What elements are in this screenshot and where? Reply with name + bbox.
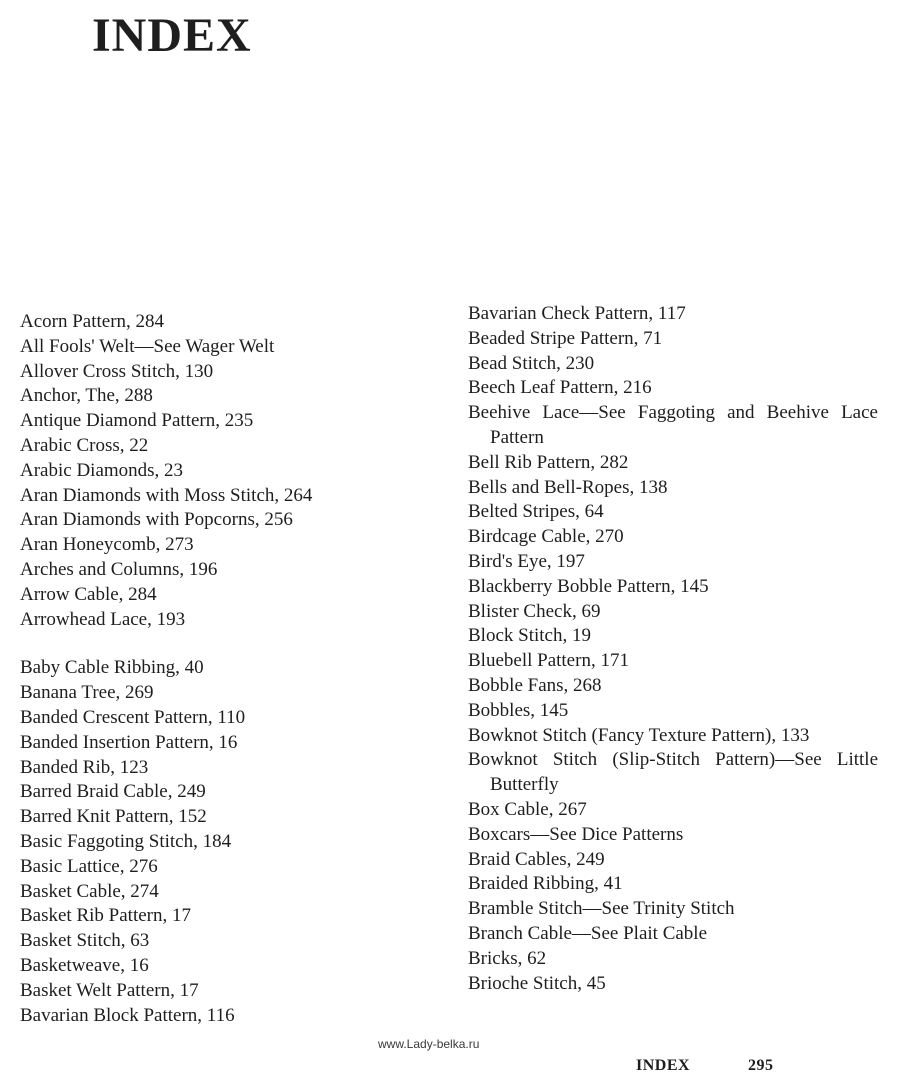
index-entry: Braid Cables, 249 <box>468 848 605 870</box>
index-entry: Anchor, The, 288 <box>20 385 153 407</box>
index-entry: Belted Stripes, 64 <box>468 501 604 523</box>
index-entry: Brioche Stitch, 45 <box>468 972 606 994</box>
index-entry: Basic Faggoting Stitch, 184 <box>20 830 232 852</box>
index-entry: Box Cable, 267 <box>468 798 587 820</box>
index-entry: Bramble Stitch—See Trinity Stitch <box>468 898 735 920</box>
index-entry: Boxcars—See Dice Patterns <box>468 823 684 845</box>
index-entry: Banana Tree, 269 <box>20 682 154 704</box>
index-entry: Bavarian Check Pattern, 117 <box>468 303 686 324</box>
running-footer-label: INDEX <box>636 1057 691 1074</box>
index-entry: Block Stitch, 19 <box>468 625 591 647</box>
index-entry: Branch Cable—See Plait Cable <box>468 922 708 944</box>
index-entry: Birdcage Cable, 270 <box>468 526 624 548</box>
index-entry: Bluebell Pattern, 171 <box>468 650 629 672</box>
index-entry: Bobbles, 145 <box>468 699 569 721</box>
index-entry: Bells and Bell-Ropes, 138 <box>468 476 668 498</box>
index-entry: Arches and Columns, 196 <box>20 558 218 580</box>
index-entry: Basket Rib Pattern, 17 <box>20 905 191 927</box>
index-entry: Beech Leaf Pattern, 216 <box>468 377 652 399</box>
index-entry: Barred Knit Pattern, 152 <box>20 806 207 828</box>
index-entry: Banded Crescent Pattern, 110 <box>20 706 246 728</box>
index-column-left <box>20 310 440 1028</box>
index-entry: Bead Stitch, 230 <box>468 352 595 374</box>
index-entry: Blister Check, 69 <box>468 600 601 622</box>
index-entry: Braided Ribbing, 41 <box>468 873 623 895</box>
index-entry: Bavarian Block Pattern, 116 <box>20 1004 235 1026</box>
index-entry: Bowknot Stitch (Slip-Stitch Pattern)—See Little Butterfly <box>468 749 878 796</box>
index-entry: Basket Cable, 274 <box>20 880 159 902</box>
index-entry: Aran Diamonds with Popcorns, 256 <box>20 509 293 531</box>
index-entry: Beaded Stripe Pattern, 71 <box>468 327 663 349</box>
index-entry: Arrow Cable, 284 <box>20 583 157 605</box>
index-entry: Basketweave, 16 <box>20 954 149 976</box>
index-entry: Basket Welt Pattern, 17 <box>20 979 199 1001</box>
watermark: www.Lady-belka.ru <box>378 1037 480 1051</box>
index-entry: Aran Honeycomb, 273 <box>20 534 194 556</box>
index-entry: Bell Rib Pattern, 282 <box>468 451 629 473</box>
index-entry: Acorn Pattern, 284 <box>20 311 165 332</box>
index-entry: Bricks, 62 <box>468 947 547 969</box>
index-column-right <box>468 302 878 996</box>
index-entry: Bobble Fans, 268 <box>468 674 602 696</box>
index-entry: Baby Cable Ribbing, 40 <box>20 657 204 679</box>
index-entry: Bird's Eye, 197 <box>468 550 585 572</box>
index-entry: Beehive Lace—See Faggoting and Beehive Lace Pattern <box>468 402 878 448</box>
index-entry: Basic Lattice, 276 <box>20 855 158 877</box>
page-title: INDEX <box>92 9 252 62</box>
index-entry: Antique Diamond Pattern, 235 <box>20 410 254 432</box>
index-entry: Banded Rib, 123 <box>20 756 149 778</box>
index-entry: Basket Stitch, 63 <box>20 930 150 952</box>
index-entry: Arabic Diamonds, 23 <box>20 459 184 481</box>
index-entry: Blackberry Bobble Pattern, 145 <box>468 575 709 597</box>
index-entry: Bowknot Stitch (Fancy Texture Pattern), 133 <box>468 724 810 746</box>
index-entry: Banded Insertion Pattern, 16 <box>20 731 238 753</box>
index-entry: Arabic Cross, 22 <box>20 434 149 456</box>
index-entry: All Fools' Welt—See Wager Welt <box>20 335 275 357</box>
index-entry: Arrowhead Lace, 193 <box>20 608 186 630</box>
page-number: 295 <box>748 1057 774 1074</box>
index-entry: Allover Cross Stitch, 130 <box>20 360 214 382</box>
index-entry: Aran Diamonds with Moss Stitch, 264 <box>20 484 313 506</box>
index-entry: Barred Braid Cable, 249 <box>20 781 206 803</box>
